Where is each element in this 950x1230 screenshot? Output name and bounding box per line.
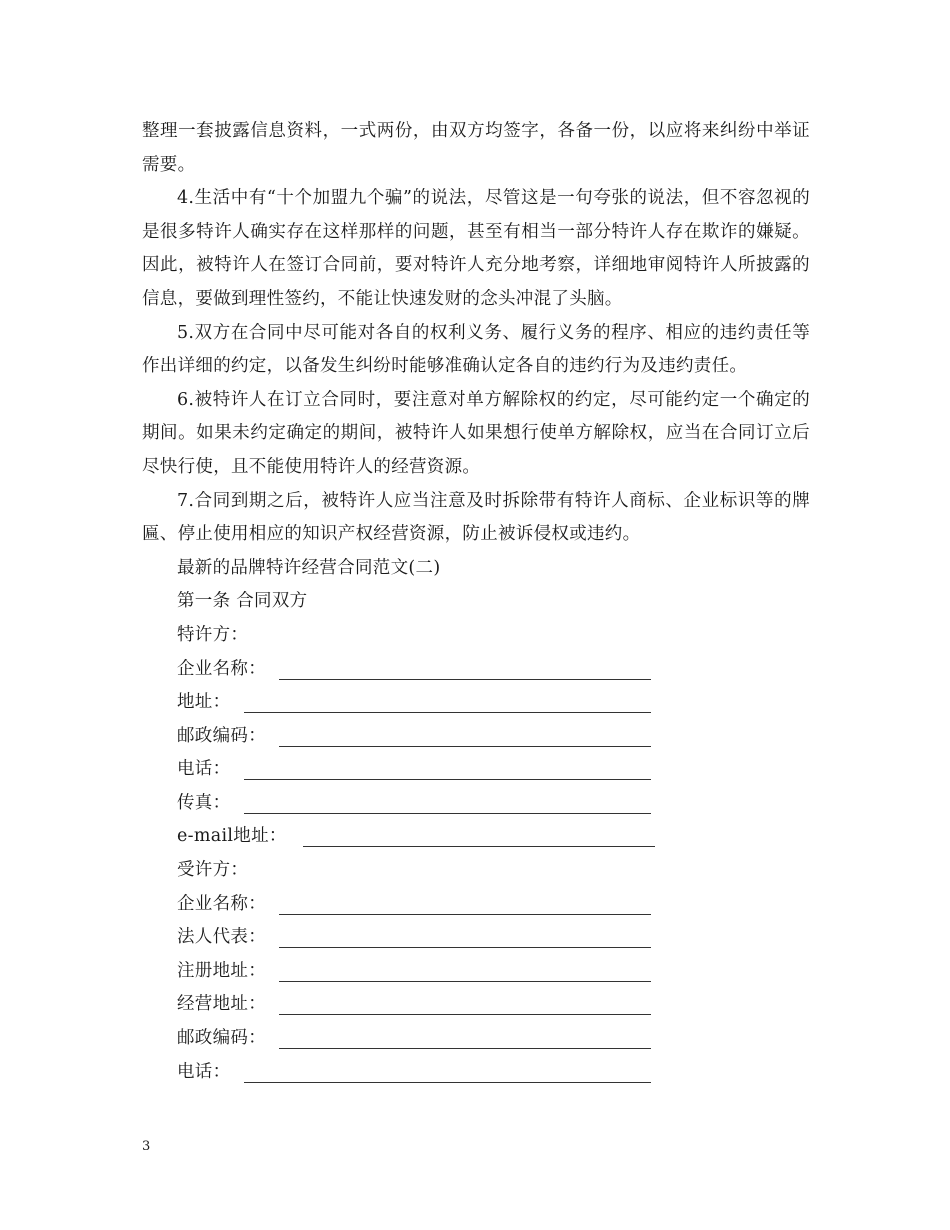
licensor-postal-code-row: [177, 720, 810, 754]
licensor-heading: 特许方：: [177, 624, 249, 645]
field-label: 注册地址：: [177, 960, 266, 981]
licensee-business-address-row: [177, 988, 810, 1022]
fill-in-blank[interactable]: [279, 1048, 651, 1049]
page-number: 3: [142, 1139, 151, 1154]
fill-in-blank[interactable]: [244, 712, 651, 713]
field-label: e-mail地址：: [177, 826, 287, 847]
licensee-company-name-row: [177, 888, 810, 922]
fill-in-blank[interactable]: [279, 1014, 651, 1015]
field-label: 企业名称：: [177, 658, 266, 679]
fill-in-blank[interactable]: [279, 746, 651, 747]
licensee-postal-code-row: [177, 1022, 810, 1056]
licensor-fax-row: [177, 787, 810, 821]
field-label: 电话：: [177, 1061, 231, 1082]
article-heading: 第一条 合同双方: [177, 591, 308, 612]
fill-in-blank[interactable]: [303, 846, 655, 847]
paragraph-continued: 整理一套披露信息资料，一式两份，由双方均签字，各备一份，以应将来纠纷中举证需要。: [142, 121, 810, 175]
paragraph-item-6: 6.被特许人在订立合同时，要注意对单方解除权的约定，尽可能约定一个确定的期间。如果未约定确定的期间，被特许人如果想行使单方解除权，应当在合同订立后尽快行使，且不能使用特许人的经营资源。: [142, 389, 810, 477]
fill-in-blank[interactable]: [244, 1082, 651, 1083]
contract-section: [142, 552, 810, 1090]
fill-in-blank[interactable]: [244, 779, 651, 780]
licensor-phone-row: [177, 753, 810, 787]
contract-title: 最新的品牌特许经营合同范文(二): [177, 557, 441, 578]
paragraph-item-5: 5.双方在合同中尽可能对各自的权利义务、履行义务的程序、相应的违约责任等作出详细的约定，以备发生纠纷时能够准确认定各自的违约行为及违约责任。: [142, 322, 810, 377]
licensee-registered-address-row: [177, 955, 810, 989]
licensee-phone-row: [177, 1056, 810, 1090]
field-label: 经营地址：: [177, 994, 266, 1015]
field-label: 法人代表：: [177, 927, 266, 948]
document-body: [142, 115, 810, 1089]
field-label: 传真：: [177, 792, 231, 813]
fill-in-blank[interactable]: [279, 914, 651, 915]
paragraph-item-4: 4.生活中有“十个加盟九个骗”的说法，尽管这是一句夸张的说法，但不容忽视的是很多特许人确实存在这样那样的问题，甚至有相当一部分特许人存在欺诈的嫌疑。因此，被特许人在签订合同前，要对特许人充分地考察，详细地审阅特许人所披露的信息，要做到理性签约，不能让快速发财的念头冲混了头脑。: [142, 188, 810, 309]
fill-in-blank[interactable]: [279, 679, 651, 680]
fill-in-blank[interactable]: [279, 947, 651, 948]
field-label: 企业名称：: [177, 893, 266, 914]
licensee-legal-rep-row: [177, 921, 810, 955]
fill-in-blank[interactable]: [244, 813, 651, 814]
paragraph-item-7: 7.合同到期之后，被特许人应当注意及时拆除带有特许人商标、企业标识等的牌匾、停止使用相应的知识产权经营资源，防止被诉侵权或违约。: [142, 490, 810, 545]
field-label: 邮政编码：: [177, 1028, 266, 1049]
licensee-heading: 受许方：: [177, 860, 249, 881]
licensor-company-name-row: [177, 653, 810, 687]
licensor-address-row: [177, 686, 810, 720]
field-label: 地址：: [177, 692, 231, 713]
field-label: 邮政编码：: [177, 725, 266, 746]
field-label: 电话：: [177, 759, 231, 780]
fill-in-blank[interactable]: [279, 981, 651, 982]
licensor-email-row: [177, 820, 810, 854]
